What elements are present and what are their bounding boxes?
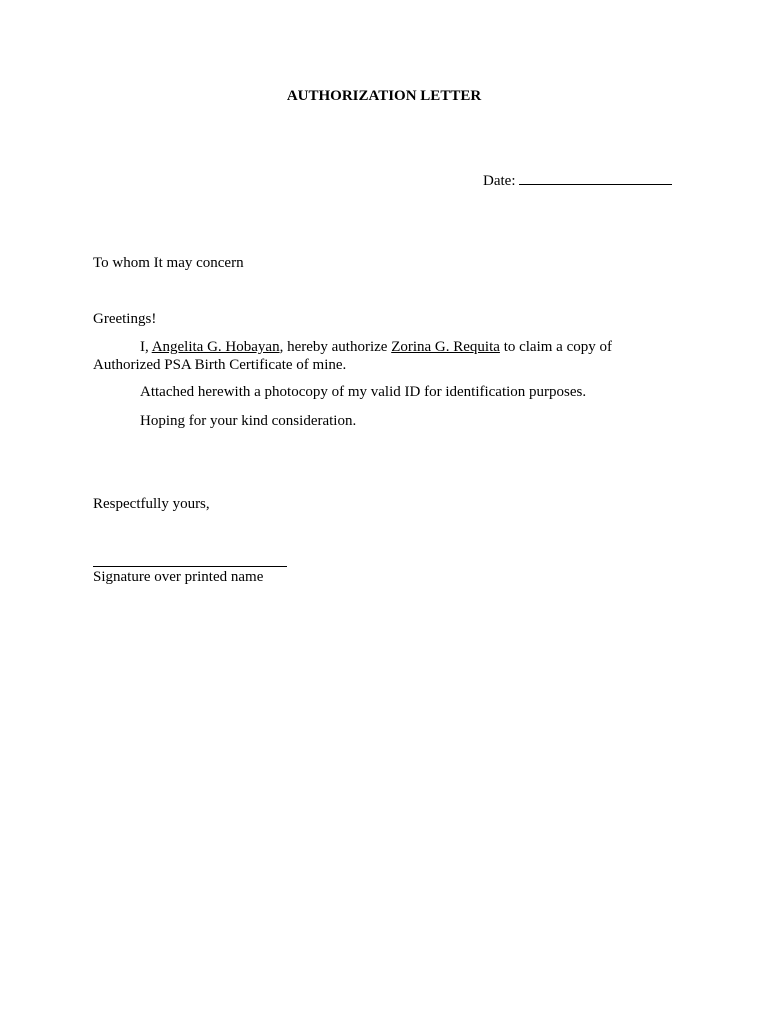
p1-suffix: to claim a copy of <box>503 339 612 355</box>
body-paragraph-2: Attached herewith a photocopy of my valid ID for identification purposes. <box>140 384 587 400</box>
date-blank-line <box>519 171 672 185</box>
p1-middle: , hereby authorize <box>279 339 388 355</box>
closing: Respectfully yours, <box>93 496 210 512</box>
date-label: Date: <box>483 173 516 189</box>
letter-title: AUTHORIZATION LETTER <box>286 88 482 104</box>
p1-prefix: I, <box>140 339 149 355</box>
greeting: Greetings! <box>93 311 157 327</box>
body-paragraph-3: Hoping for your kind consideration. <box>140 413 357 429</box>
body-paragraph-1-line-2: Authorized PSA Birth Certificate of mine. <box>93 357 347 373</box>
body-paragraph-1-line-1 <box>140 338 612 356</box>
grantee-name: Zorina G. Requita <box>391 339 500 355</box>
salutation: To whom It may concern <box>93 255 244 271</box>
grantor-name: Angelita G. Hobayan <box>151 339 280 355</box>
signature-line <box>93 566 287 567</box>
date-field <box>483 171 672 190</box>
signature-caption: Signature over printed name <box>93 569 264 585</box>
